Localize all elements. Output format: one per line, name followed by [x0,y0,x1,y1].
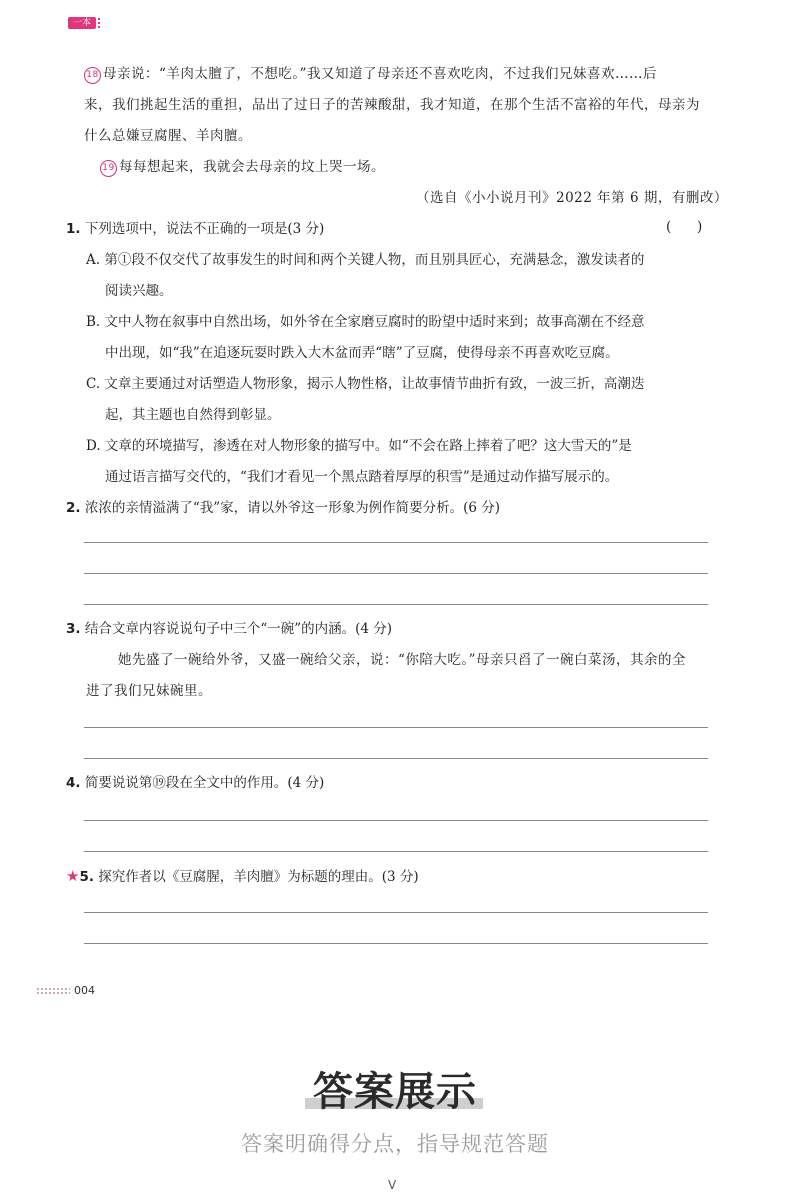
page-number-decoration [36,987,70,995]
question-1-stem: 1. 下列选项中，说法不正确的一项是(3 分) [66,221,325,237]
question-5-stem: ★5. 探究作者以《豆腐腥，羊肉膻》为标题的理由。(3 分) [66,867,419,885]
source-citation: （选自《小小说月刊》2022 年第 6 期，有删改） [416,190,728,206]
question-2-stem: 2. 浓浓的亲情溢满了“我”家，请以外爷这一形象为例作简要分析。(6 分) [66,500,501,516]
question-1-number: 1. [66,221,81,237]
answer-line[interactable] [84,758,708,759]
page-number: 004 [74,984,95,997]
question-5-number: 5. [79,869,94,885]
question-2-number: 2. [66,500,81,516]
header-badge: 一本 [68,17,96,29]
star-icon: ★ [66,867,80,885]
answer-line[interactable] [84,727,708,728]
option-b-line-1: B. 文中人物在叙事中自然出场，如外爷在全家磨豆腐时的盼望中适时来到；故事高潮在不经意 [86,314,645,330]
option-a-line-1: A. 第①段不仅交代了故事发生的时间和两个关键人物，而且别具匠心，充满悬念，激发读者的 [86,252,645,268]
answer-line[interactable] [84,573,708,574]
promo-title: 答案展示 [313,1069,477,1115]
paragraph-number-19: 19 [100,160,117,177]
paragraph-18-line-2: 来，我们挑起生活的重担，品出了过日子的苦辣酸甜，我才知道，在那个生活不富裕的年代，母亲为 [84,97,700,113]
answer-line[interactable] [84,912,708,913]
answer-line[interactable] [84,943,708,944]
question-3-number: 3. [66,621,81,637]
paragraph-18-line-3: 什么总嫌豆腐腥、羊肉膻。 [84,128,252,144]
question-3-quote-line-2: 进了我们兄妹碗里。 [86,683,212,699]
paragraph-18-line-1: 18 母亲说：“羊肉太膻了，不想吃。”我又知道了母亲还不喜欢吃肉，不过我们兄妹喜欢……后 [84,64,657,84]
answer-line[interactable] [84,820,708,821]
question-4-number: 4. [66,775,81,791]
question-3-stem: 3. 结合文章内容说说句子中三个“一碗”的内涵。(4 分) [66,621,393,637]
option-d-line-1: D. 文章的环境描写，渗透在对人物形象的描写中。如“不会在路上摔着了吧？这大雪天的”是 [86,438,632,454]
question-1-answer-blank[interactable]: ( ) [666,219,703,235]
question-3-quote-line-1: 她先盛了一碗给外爷，又盛一碗给父亲，说：“你陪大吃。”母亲只舀了一碗白菜汤，其余的全 [118,652,687,668]
question-4-stem: 4. 简要说说第⑲段在全文中的作用。(4 分) [66,775,325,791]
paragraph-19: 19 每每想起来，我就会去母亲的坟上哭一场。 [100,157,385,177]
header-badge-decoration [98,18,105,28]
answer-line[interactable] [84,604,708,605]
option-c-line-1: C. 文章主要通过对话塑造人物形象，揭示人物性格，让故事情节曲折有致，一波三折，高潮迭 [86,376,645,392]
bottom-mark: V [388,1178,397,1192]
promo-subtitle: 答案明确得分点，指导规范答题 [241,1132,549,1156]
answer-line[interactable] [84,851,708,852]
option-c-line-2: 起，其主题也自然得到彰显。 [105,407,281,423]
answer-line[interactable] [84,542,708,543]
option-a-line-2: 阅读兴趣。 [105,283,173,299]
option-d-line-2: 通过语言描写交代的，“我们才看见一个黑点踏着厚厚的积雪”是通过动作描写展示的。 [105,469,619,485]
paragraph-number-18: 18 [84,67,101,84]
option-b-line-2: 中出现，如“我”在追逐玩耍时跌入大木盆而弄“瞎”了豆腐，使得母亲不再喜欢吃豆腐。 [105,345,619,361]
